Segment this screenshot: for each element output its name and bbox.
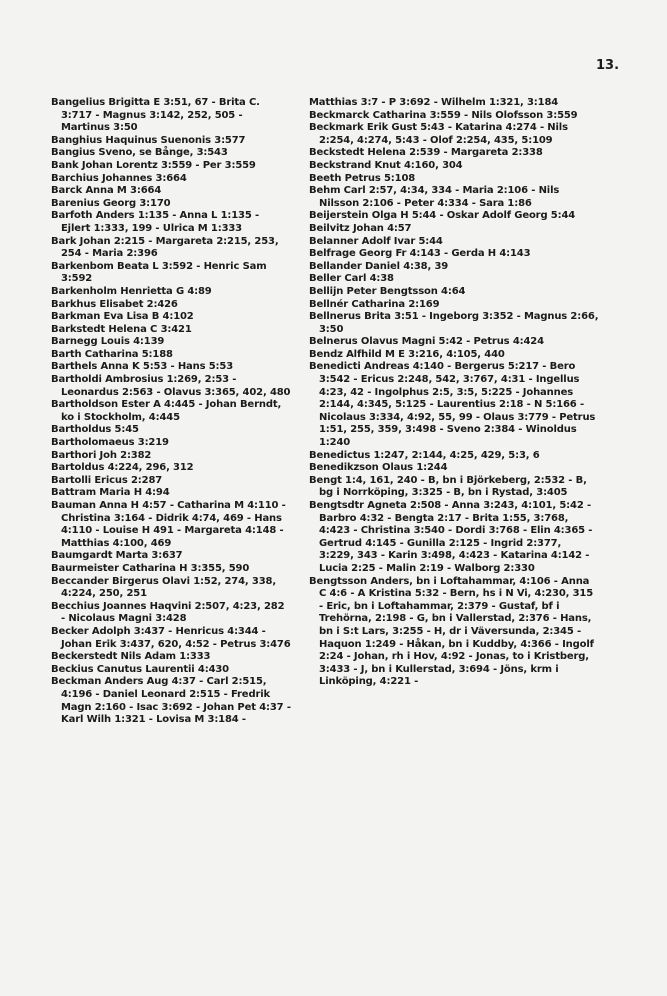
index-column-right	[309, 97, 599, 689]
index-entry: Barnegg Louis 4:139	[51, 336, 165, 348]
index-entry: Bengtsson Anders, bn i Loftahammar, 4:106 - Anna C 4:6 - A Kristina 5:32 - Bern, hs i N Vi, 4:230, 315 - Eric, bn i Loftahammar, 2:379 - Gustaf, bf i Trehörna, 2:198 - G, bn i Vallerstad, 2:376 - Hans, bn i S:t Lars, 3:255 - H, dr i Väversunda, 2:345 - Haquon 1:249 - Håkan, bn i Kuddby, 4:366 - Ingolf 2:24 - Johan, rh i Hov, 4:92 - Jonas, to i Kristberg, 3:433 - J, bn i Kullerstad, 3:694 - Jöns, krm i Linköping, 4:221 -	[309, 575, 594, 688]
index-entry: Bellnerus Brita 3:51 - Ingeborg 3:352 - Magnus 2:66, 3:50	[309, 311, 599, 335]
index-entry: Barthori Joh 2:382	[51, 449, 152, 461]
index-entry: Bartoldus 4:224, 296, 312	[51, 462, 194, 474]
index-entry: Barchius Johannes 3:664	[51, 172, 187, 184]
index-entry: Bark Johan 2:215 - Margareta 2:215, 253, 254 - Maria 2:396	[51, 235, 279, 260]
index-entry: Barthels Anna K 5:53 - Hans 5:53	[51, 361, 234, 373]
index-entry: Beckmarck Catharina 3:559 - Nils Olofsson 3:559	[309, 109, 578, 121]
index-entry: Barkhus Elisabet 2:426	[51, 298, 178, 310]
index-entry: Bauman Anna H 4:57 - Catharina M 4:110 - Christina 3:164 - Didrik 4:74, 469 - Hans 4:110 - Louise H 491 - Margareta 4:148 - Matthias 4:100, 469	[51, 500, 286, 549]
index-entry: Barth Catharina 5:188	[51, 348, 173, 360]
index-entry: Behm Carl 2:57, 4:34, 334 - Maria 2:106 - Nils Nilsson 2:106 - Peter 4:334 - Sara 1:86	[309, 185, 560, 209]
index-entry: Matthias 3:7 - P 3:692 - Wilhelm 1:321, 3:184	[309, 97, 559, 108]
index-entry: Bengtsdtr Agneta 2:508 - Anna 3:243, 4:101, 5:42 - Barbro 4:32 - Bengta 2:17 - Brita 1:55, 3:768, 4:423 - Christina 3:540 - Dordi 3:768 - Elin 4:365 - Gertrud 4:145 - Gunilla 2:125 - Ingrid 2:377, 3:229, 343 - Karin 3:498, 4:423 - Katarina 4:142 - Lucia 2:25 - Malin 2:19 - Walborg 2:330	[309, 500, 593, 574]
index-entry: Benedictus 1:247, 2:144, 4:25, 429, 5:3, 6	[309, 449, 540, 461]
index-entry: Bellnér Catharina 2:169	[309, 298, 440, 310]
index-entry: Beckius Canutus Laurentii 4:430	[51, 663, 229, 675]
index-entry: Benedikzson Olaus 1:244	[309, 462, 448, 474]
index-entry: Beilvitz Johan 4:57	[309, 222, 412, 234]
index-entry: Bartholomaeus 3:219	[51, 437, 169, 449]
index-entry: Beckstrand Knut 4:160, 304	[309, 159, 463, 171]
index-entry: Beckmark Erik Gust 5:43 - Katarina 4:274 - Nils 2:254, 4:274, 5:43 - Olof 2:254, 435, 5:109	[309, 122, 568, 146]
index-entry: Bank Johan Lorentz 3:559 - Per 3:559	[51, 159, 256, 171]
index-entry: Bengt 1:4, 161, 240 - B, bn i Björkeberg, 2:532 - B, bg i Norrköping, 3:325 - B, bn i Rystad, 3:405	[309, 474, 587, 499]
index-entry: Beeth Petrus 5:108	[309, 172, 416, 184]
index-entry: Bartholdi Ambrosius 1:269, 2:53 - Leonardus 2:563 - Olavus 3:365, 402, 480	[51, 374, 291, 398]
index-entry: Beckstedt Helena 2:539 - Margareta 2:338	[309, 147, 543, 159]
index-entry: Bartholdson Ester A 4:445 - Johan Berndt, ko i Stockholm, 4:445	[51, 399, 282, 423]
index-entry: Barkman Eva Lisa B 4:102	[51, 311, 194, 323]
index-entry: Bartolli Ericus 2:287	[51, 474, 163, 486]
index-entry: Barenius Georg 3:170	[51, 197, 171, 209]
index-entry: Beckerstedt Nils Adam 1:333	[51, 651, 211, 663]
page-number: 13.	[596, 58, 620, 73]
index-entry: Bangius Sveno, se Bånge, 3:543	[51, 147, 228, 159]
index-entry: Baumgardt Marta 3:637	[51, 550, 183, 562]
index-entry: Beccander Birgerus Olavi 1:52, 274, 338, 4:224, 250, 251	[51, 575, 276, 600]
index-entry: Baurmeister Catharina H 3:355, 590	[51, 562, 250, 574]
index-entry: Barkenbom Beata L 3:592 - Henric Sam 3:592	[51, 260, 267, 285]
index-entry: Bangelius Brigitta E 3:51, 67 - Brita C. 3:717 - Magnus 3:142, 252, 505 - Martinus 3:50	[51, 97, 260, 134]
index-entry: Bellijn Peter Bengtsson 4:64	[309, 285, 466, 297]
index-column-left	[51, 97, 291, 727]
index-entry: Battram Maria H 4:94	[51, 487, 170, 499]
index-entry: Beckman Anders Aug 4:37 - Carl 2:515, 4:196 - Daniel Leonard 2:515 - Fredrik Magn 2:160 - Isac 3:692 - Johan Pet 4:37 - Karl Wilh 1:321 - Lovisa M 3:184 -	[51, 676, 291, 726]
index-entry: Banghius Haquinus Suenonis 3:577	[51, 134, 246, 146]
index-entry: Bendz Alfhild M E 3:216, 4:105, 440	[309, 348, 505, 360]
index-entry: Bellander Daniel 4:38, 39	[309, 260, 449, 272]
index-entry: Becchius Joannes Haqvini 2:507, 4:23, 282 - Nicolaus Magni 3:428	[51, 600, 285, 625]
index-entry: Becker Adolph 3:437 - Henricus 4:344 - Johan Erik 3:437, 620, 4:52 - Petrus 3:476	[51, 625, 291, 650]
index-entry: Belfrage Georg Fr 4:143 - Gerda H 4:143	[309, 248, 531, 260]
index-entry: Bartholdus 5:45	[51, 424, 139, 436]
index-entry: Barfoth Anders 1:135 - Anna L 1:135 - Ejlert 1:333, 199 - Ulrica M 1:333	[51, 210, 259, 234]
index-entry: Beijerstein Olga H 5:44 - Oskar Adolf Georg 5:44	[309, 210, 576, 222]
index-entry: Barck Anna M 3:664	[51, 185, 162, 197]
index-entry: Beller Carl 4:38	[309, 273, 394, 285]
index-entry: Belnerus Olavus Magni 5:42 - Petrus 4:424	[309, 336, 544, 348]
index-entry: Barkenholm Henrietta G 4:89	[51, 285, 212, 297]
index-entry: Barkstedt Helena C 3:421	[51, 323, 192, 335]
index-entry: Belanner Adolf Ivar 5:44	[309, 235, 443, 247]
index-entry: Benedicti Andreas 4:140 - Bergerus 5:217 - Bero 3:542 - Ericus 2:248, 542, 3:767, 4:31 - Ingellus 4:23, 42 - Ingolphus 2:5, 3:5, 5:225 - Johannes 2:144, 4:345, 5:125 - Laurentius 2:18 - N 5:166 - Nicolaus 3:334, 4:92, 55, 99 - Olaus 3:779 - Petrus 1:51, 255, 359, 3:498 - Sveno 2:384 - Winoldus 1:240	[309, 361, 596, 449]
